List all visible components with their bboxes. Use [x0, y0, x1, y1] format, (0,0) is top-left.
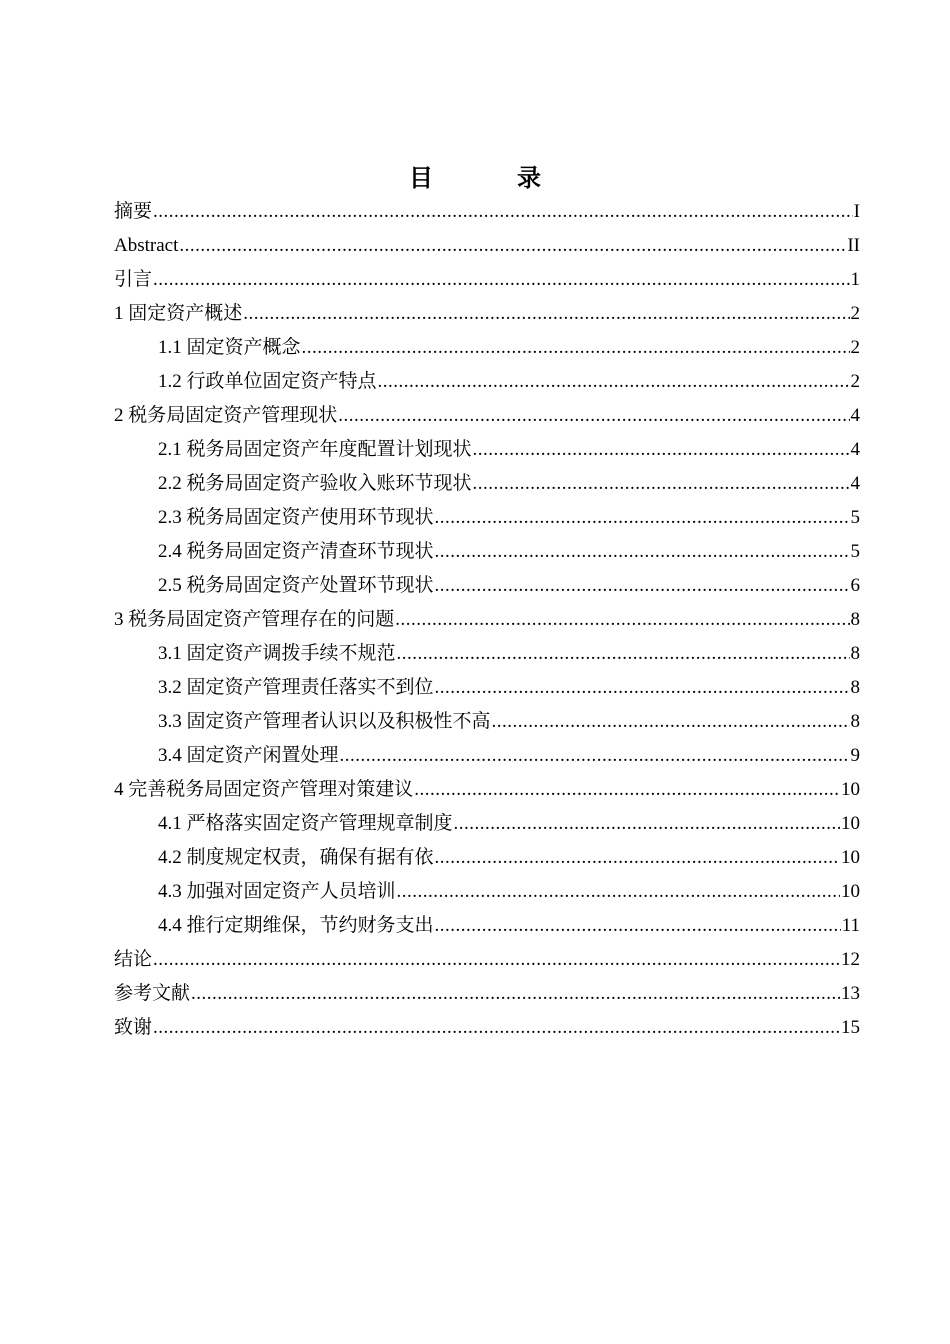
toc-entry-page-number: 8 [850, 609, 860, 630]
toc-entry-page-number: 10 [841, 779, 860, 800]
toc-entry-title: 1.1 固定资产概念 [158, 337, 301, 358]
toc-entry-title: 4.3 加强对固定资产人员培训 [158, 881, 396, 902]
dot-leader [435, 535, 850, 569]
dot-leader [414, 773, 840, 807]
toc-entry[interactable] [114, 773, 860, 807]
toc-entry-title: 1 固定资产概述 [114, 303, 243, 324]
toc-entry[interactable] [114, 705, 860, 739]
dot-leader [395, 603, 849, 637]
toc-entry-title: 引言 [114, 269, 153, 290]
dot-leader [492, 705, 850, 739]
toc-entry[interactable] [114, 365, 860, 399]
toc-entry-title: Abstract [114, 235, 179, 256]
toc-entry-title: 2.4 税务局固定资产清查环节现状 [158, 541, 434, 562]
dot-leader [473, 467, 850, 501]
dot-leader [435, 671, 850, 705]
toc-entry-title: 3.2 固定资产管理责任落实不到位 [158, 677, 434, 698]
toc-entry-page-number: 2 [850, 303, 860, 324]
toc-entry[interactable] [114, 841, 860, 875]
toc-entry[interactable] [114, 501, 860, 535]
toc-entry-page-number: 4 [850, 405, 860, 426]
toc-list [114, 195, 860, 1045]
toc-entry-page-number: 12 [841, 949, 860, 970]
toc-entry[interactable] [114, 603, 860, 637]
toc-entry[interactable] [114, 331, 860, 365]
dot-leader [153, 195, 853, 229]
toc-entry-title: 2.5 税务局固定资产处置环节现状 [158, 575, 434, 596]
toc-entry-page-number: 8 [850, 711, 860, 732]
toc-entry-title: 参考文献 [114, 983, 191, 1004]
toc-entry-page-number: 13 [841, 983, 860, 1004]
toc-entry-page-number: 8 [850, 677, 860, 698]
toc-entry[interactable] [114, 535, 860, 569]
toc-entry-title: 3 税务局固定资产管理存在的问题 [114, 609, 395, 630]
dot-leader [454, 807, 840, 841]
toc-entry-page-number: 6 [850, 575, 860, 596]
toc-entry[interactable] [114, 433, 860, 467]
dot-leader [397, 875, 840, 909]
toc-entry-page-number: 5 [850, 541, 860, 562]
toc-entry-title: 3.1 固定资产调拨手续不规范 [158, 643, 396, 664]
toc-entry-title: 致谢 [114, 1017, 153, 1038]
dot-leader [473, 433, 850, 467]
toc-entry-page-number: 5 [850, 507, 860, 528]
toc-entry-title: 摘要 [114, 201, 153, 222]
toc-entry-page-number: 8 [850, 643, 860, 664]
toc-entry[interactable] [114, 399, 860, 433]
dot-leader [378, 365, 850, 399]
toc-entry-title: 3.3 固定资产管理者认识以及积极性不高 [158, 711, 491, 732]
toc-entry[interactable] [114, 807, 860, 841]
toc-entry-title: 4.2 制度规定权责，确保有据有依 [158, 847, 434, 868]
toc-entry[interactable] [114, 875, 860, 909]
toc-entry[interactable] [114, 909, 860, 943]
dot-leader [153, 1011, 840, 1045]
dot-leader [153, 943, 840, 977]
dot-leader [153, 263, 849, 297]
dot-leader [435, 569, 850, 603]
toc-entry[interactable] [114, 671, 860, 705]
toc-entry[interactable] [114, 263, 860, 297]
toc-title: 目 录 [409, 164, 571, 192]
toc-entry-title: 4.4 推行定期维保，节约财务支出 [158, 915, 434, 936]
toc-entry-title: 4 完善税务局固定资产管理对策建议 [114, 779, 414, 800]
toc-entry-title: 2.2 税务局固定资产验收入账环节现状 [158, 473, 472, 494]
dot-leader [179, 229, 846, 263]
toc-entry-page-number: 1 [850, 269, 860, 290]
toc-entry-title: 3.4 固定资产闲置处理 [158, 745, 339, 766]
toc-entry[interactable] [114, 467, 860, 501]
dot-leader [435, 501, 850, 535]
toc-entry-page-number: 10 [841, 881, 860, 902]
dot-leader [191, 977, 840, 1011]
toc-entry-title: 2.1 税务局固定资产年度配置计划现状 [158, 439, 472, 460]
toc-entry-page-number: 11 [841, 915, 860, 936]
toc-entry-page-number: 2 [850, 371, 860, 392]
dot-leader [302, 331, 850, 365]
dot-leader [338, 399, 849, 433]
dot-leader [435, 909, 841, 943]
toc-entry[interactable] [114, 1011, 860, 1045]
toc-entry-title: 1.2 行政单位固定资产特点 [158, 371, 377, 392]
toc-entry-page-number: 15 [841, 1017, 860, 1038]
toc-entry[interactable] [114, 195, 860, 229]
toc-entry-page-number: 4 [850, 473, 860, 494]
toc-entry[interactable] [114, 297, 860, 331]
dot-leader [340, 739, 850, 773]
toc-entry-page-number: 9 [850, 745, 860, 766]
toc-entry-page-number: II [847, 235, 860, 256]
toc-entry-page-number: I [853, 201, 860, 222]
toc-entry-page-number: 2 [850, 337, 860, 358]
dot-leader [397, 637, 850, 671]
toc-entry[interactable] [114, 229, 860, 263]
toc-entry-page-number: 10 [841, 813, 860, 834]
toc-entry[interactable] [114, 739, 860, 773]
toc-entry[interactable] [114, 977, 860, 1011]
toc-entry-page-number: 10 [841, 847, 860, 868]
toc-entry-title: 结论 [114, 949, 153, 970]
dot-leader [435, 841, 840, 875]
toc-entry-title: 2.3 税务局固定资产使用环节现状 [158, 507, 434, 528]
dot-leader [243, 297, 849, 331]
toc-entry-title: 2 税务局固定资产管理现状 [114, 405, 338, 426]
toc-entry-page-number: 4 [850, 439, 860, 460]
toc-entry-title: 4.1 严格落实固定资产管理规章制度 [158, 813, 453, 834]
toc-entry[interactable] [114, 637, 860, 671]
toc-entry[interactable] [114, 569, 860, 603]
toc-entry[interactable] [114, 943, 860, 977]
